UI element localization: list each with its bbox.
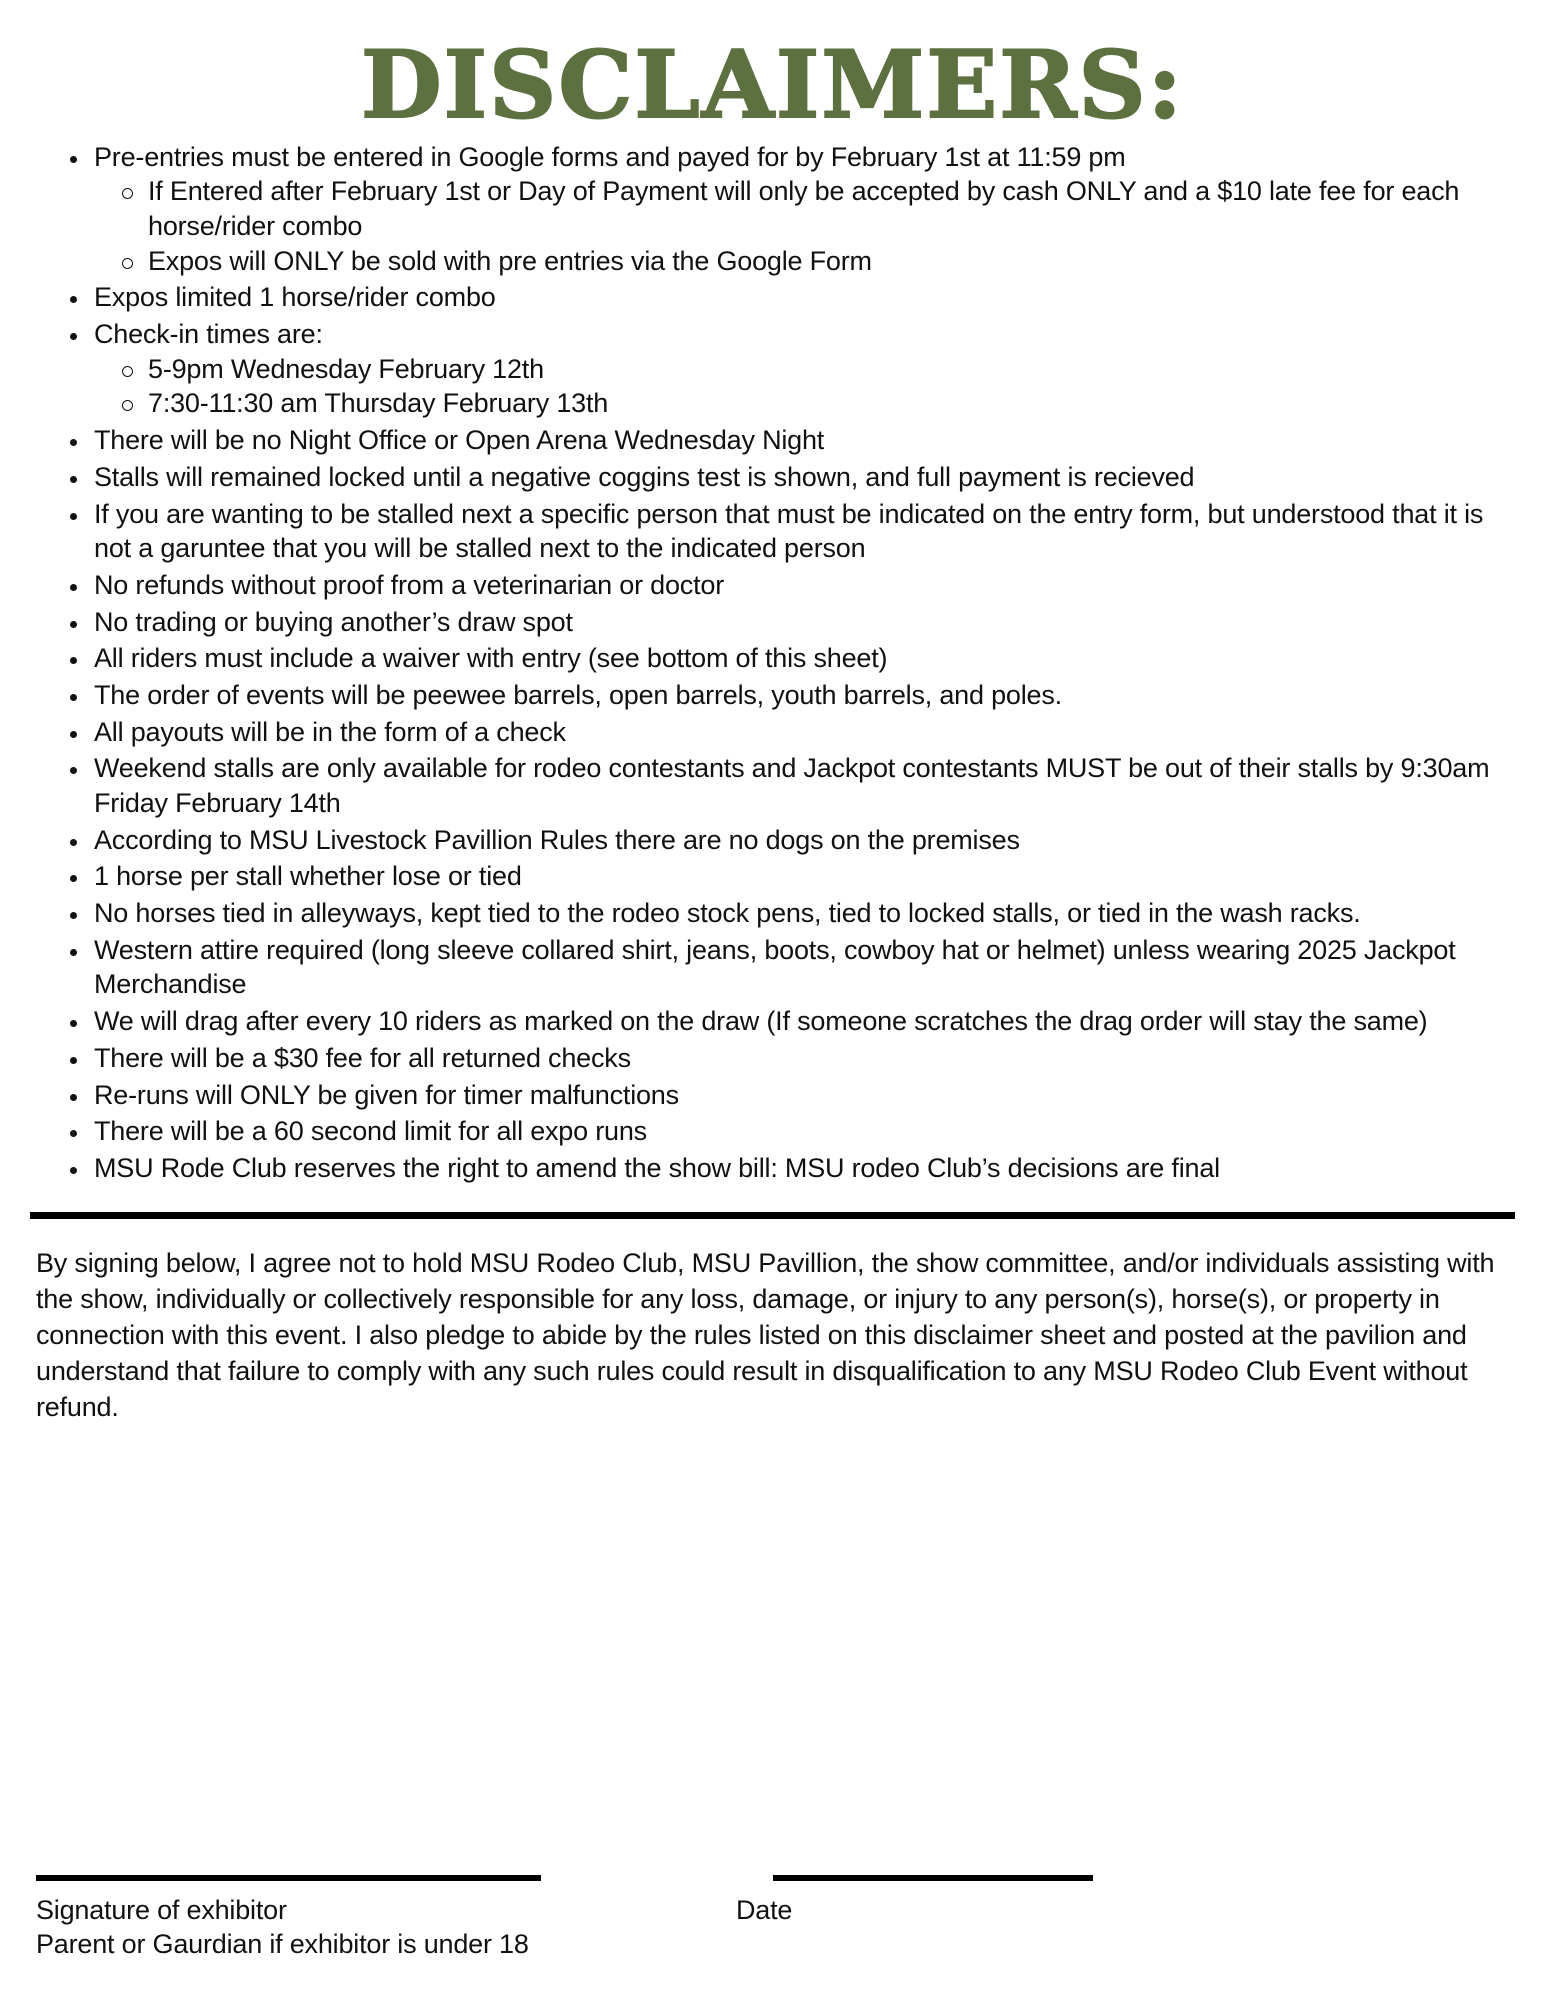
rule-text: Expos limited 1 horse/rider combo: [94, 282, 496, 313]
rule-sublist: [94, 174, 1497, 278]
signature-rules: [36, 1875, 1509, 1881]
rule-item: [56, 423, 1497, 458]
rule-item: [56, 715, 1497, 750]
date-signature-line[interactable]: [773, 1875, 1093, 1881]
rule-item: [56, 140, 1497, 279]
rule-text: There will be a 60 second limit for all expo runs: [94, 1116, 647, 1147]
rule-item: [56, 1114, 1497, 1149]
signature-section: [0, 1875, 1545, 1962]
date-label-group: [736, 1893, 792, 1962]
rule-item: [56, 1151, 1497, 1186]
rule-text: No refunds without proof from a veterinarian or doctor: [94, 569, 725, 600]
rule-sublist: [94, 352, 1497, 421]
rule-text: Stalls will remained locked until a negative coggins test is shown, and full payment is recieved: [94, 461, 1195, 492]
rule-text: Pre-entries must be entered in Google forms and payed for by February 1st at 11:59 pm: [94, 141, 1126, 172]
rule-text: No horses tied in alleyways, kept tied to the rodeo stock pens, tied to locked stalls, or tied in the wash racks.: [94, 898, 1361, 929]
rule-text: Check-in times are:: [94, 319, 323, 350]
rule-text: Western attire required (long sleeve collared shirt, jeans, boots, cowboy hat or helmet) unless wearing 2025 Jackpot Merchandise: [94, 934, 1456, 1000]
rule-text: All payouts will be in the form of a check: [94, 716, 566, 747]
rule-item: [56, 317, 1497, 421]
rule-item: [56, 460, 1497, 495]
title-section: [0, 0, 1545, 140]
rule-text: There will be a $30 fee for all returned checks: [94, 1042, 631, 1073]
rule-subitem: [106, 386, 1497, 421]
rule-subitem: [106, 244, 1497, 279]
rule-text: All riders must include a waiver with entry (see bottom of this sheet): [94, 643, 888, 674]
rule-text: There will be no Night Office or Open Arena Wednesday Night: [94, 425, 825, 456]
rule-item: [56, 280, 1497, 315]
waiver-paragraph: By signing below, I agree not to hold MSU Rodeo Club, MSU Pavillion, the show committee, and/or individuals assisting with the show, individually or collectively responsible for any loss, damage, or injury to any person(s), horse(s), or property in connection with this event. I also pledge to abide by the rules listed on this disclaimer sheet and posted at the pavilion and understand that failure to comply with any such rules could result in disqualification to any MSU Rodeo Club Event without refund.: [36, 1247, 1495, 1423]
rule-item: [56, 1041, 1497, 1076]
rule-subtext: 5-9pm Wednesday February 12th: [148, 353, 544, 384]
rule-item: [56, 1078, 1497, 1113]
rule-item: [56, 497, 1497, 566]
rule-item: [56, 678, 1497, 713]
rule-item: [56, 641, 1497, 676]
rule-text: The order of events will be peewee barrels, open barrels, youth barrels, and poles.: [94, 679, 1062, 710]
parent-guardian-label: Parent or Gaurdian if exhibitor is under 18: [36, 1929, 529, 1960]
rule-text: No trading or buying another’s draw spot: [94, 606, 573, 637]
rule-text: According to MSU Livestock Pavillion Rules there are no dogs on the premises: [94, 824, 1020, 855]
rule-text: We will drag after every 10 riders as marked on the draw (If someone scratches the drag order will stay the same): [94, 1006, 1428, 1037]
rule-subtext: If Entered after February 1st or Day of Payment will only be accepted by cash ONLY and a $10 late fee for each horse/rider combo: [148, 176, 1460, 242]
rules-list: [56, 140, 1497, 1186]
rule-item: [56, 823, 1497, 858]
signature-of-exhibitor-label: Signature of exhibitor: [36, 1894, 287, 1925]
page-title: DISCLAIMERS:: [361, 30, 1184, 139]
rule-subtext: Expos will ONLY be sold with pre entries via the Google Form: [148, 245, 872, 276]
rule-text: If you are wanting to be stalled next a specific person that must be indicated on the entry form, but understood that it is not a garuntee that you will be stalled next to the indicated person: [94, 498, 1484, 564]
rule-subitem: [106, 352, 1497, 387]
rule-text: Re-runs will ONLY be given for timer malfunctions: [94, 1079, 679, 1110]
exhibitor-label-group: [36, 1893, 736, 1962]
rule-item: [56, 751, 1497, 820]
section-divider: [30, 1212, 1515, 1219]
rule-text: Weekend stalls are only available for rodeo contestants and Jackpot contestants MUST be out of their stalls by 9:30am Friday February 14th: [94, 753, 1490, 819]
rule-text: 1 horse per stall whether lose or tied: [94, 861, 522, 892]
waiver-section: [0, 1219, 1545, 1426]
rule-subtext: 7:30-11:30 am Thursday February 13th: [148, 388, 609, 419]
rule-item: [56, 1004, 1497, 1039]
rule-item: [56, 605, 1497, 640]
rule-subitem: [106, 174, 1497, 243]
rules-section: [0, 140, 1545, 1186]
rule-item: [56, 933, 1497, 1002]
rule-item: [56, 568, 1497, 603]
rule-item: [56, 859, 1497, 894]
exhibitor-signature-line[interactable]: [36, 1875, 541, 1881]
signature-labels: [36, 1893, 1509, 1962]
rule-item: [56, 896, 1497, 931]
rule-text: MSU Rode Club reserves the right to amend the show bill: MSU rodeo Club’s decisions are final: [94, 1152, 1220, 1183]
date-label: Date: [736, 1894, 793, 1925]
